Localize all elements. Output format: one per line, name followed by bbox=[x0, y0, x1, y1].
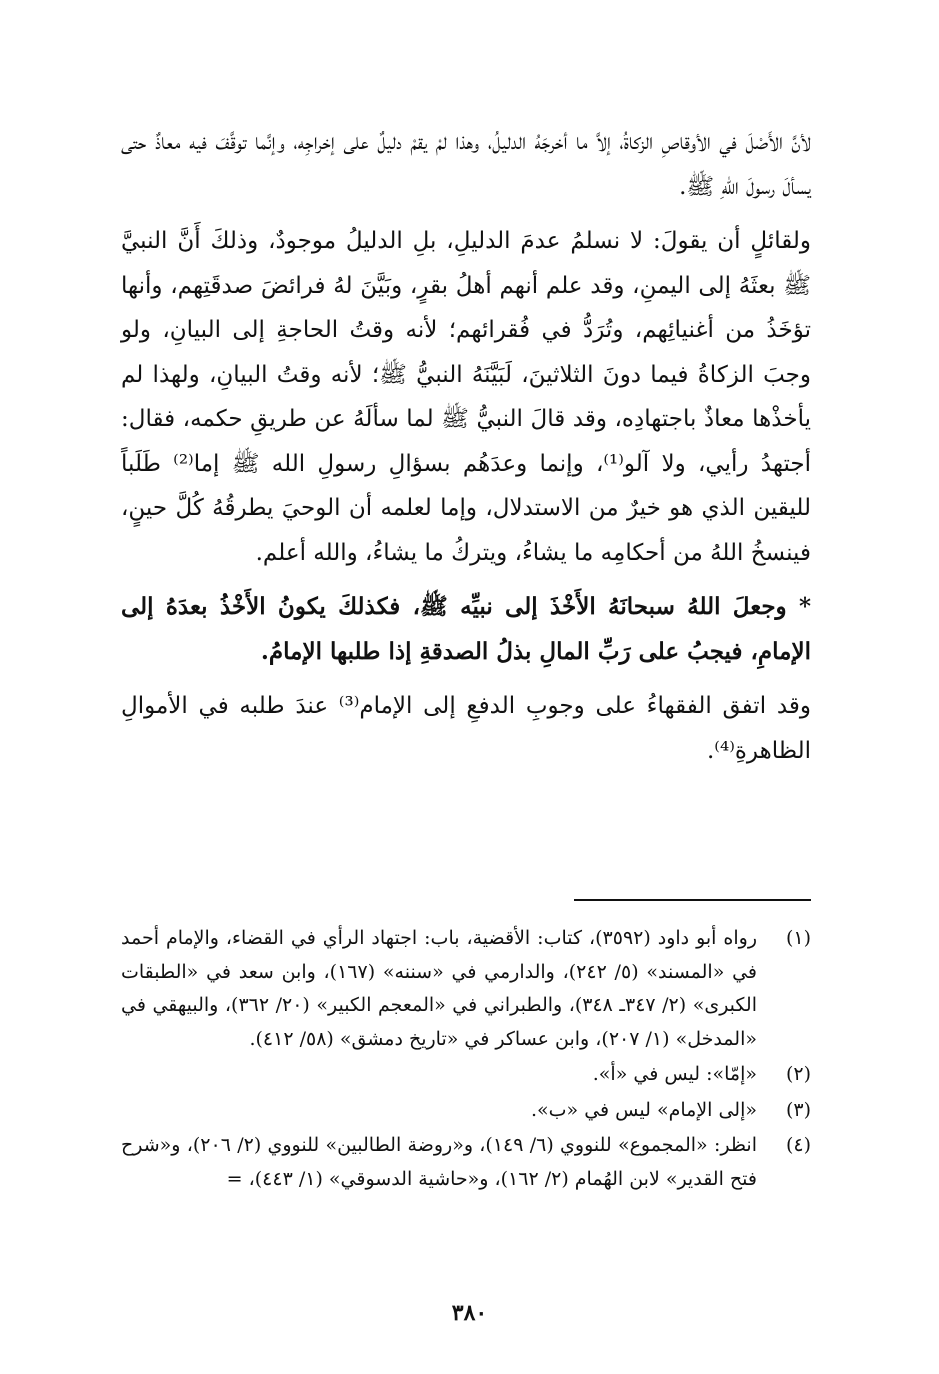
paragraph-2: ولقائلٍ أن يقولَ: لا نسلمُ عدمَ الدليلِ، بلِ الدليلُ موجودٌ، وذلكَ أَنَّ النبيَّ ﷺ بعثَهُ إلى اليمنِ، وقد علم أنهم أهلُ بقرٍ، وبَيَّنَ لهُ فرائضَ صدقَتِهم، وأنها تؤخَذُ من أغنيائِهم، وتُرَدُّ في فُقرائهم؛ لأنه وقتُ الحاجةِ إلى البيانِ، ولو وجبَ الزكاةُ فيما دونَ الثلاثينَ، لَبَيَّنَهُ النبيُّ ﷺ؛ لأنه وقتُ البيانِ، ولهذا لم يأخذْها معاذٌ باجتهادِه، وقد قالَ النبيُّ ﷺ لما سألَهُ عن طريقِ حكمه، فقال: أجتهدُ رأيي، ولا آلو⁽¹⁾، وإنما وعدَهُم بسؤالِ رسولِ الله ﷺ إما⁽²⁾ طَلَباً لليقين الذي هو خيرٌ من الاستدلال، وإما لعلمه أن الوحيَ يطرقُهُ كُلَّ حينٍ، فينسخُ اللهُ من أحكامِه ما يشاءُ، ويتركُ ما يشاءُ، والله أعلم. bbox=[121, 228, 811, 566]
footnote-separator bbox=[574, 899, 811, 901]
footnote-number: (٢) bbox=[785, 1063, 811, 1085]
footnote-number: (٣) bbox=[785, 1098, 811, 1121]
footnote-4 bbox=[121, 1129, 811, 1196]
footnote-text: «إلى الإمام» ليس في «ب». bbox=[531, 1098, 757, 1121]
main-text bbox=[121, 120, 811, 783]
paragraph-1: لأنَّ الأَصْلَ في الأوقاصِ الزكاةُ، إلاَّ ما أخرجَهُ الدليلُ، وهذا لمْ يقمْ دليلٌ على إخراجِه، وإنَّما توقَّفَ فيه معاذٌ حتى يسألَ رسولَ اللهِ ﷺ. bbox=[121, 129, 811, 200]
footnote-number: (٤) bbox=[785, 1134, 811, 1156]
footnote-text: «إمّا»: ليس في «أ». bbox=[592, 1063, 757, 1085]
footnote-number: (١) bbox=[785, 927, 811, 949]
page-number: ٣٨٠ bbox=[451, 1300, 488, 1326]
footnote-1 bbox=[121, 922, 811, 1056]
footnote-2 bbox=[121, 1058, 811, 1092]
footnote-text: رواه أبو داود (٣٥٩٢)، كتاب: الأقضية، باب: اجتهاد الرأي في القضاء، والإمام أحمد في «المسند» (٥/ ٢٤٢)، والدارمي في «سننه» (١٦٧)، وابن سعد في «الطبقات الكبرى» (٢/ ٣٤٧ـ ٣٤٨)، والطبراني في «المعجم الكبير» (٢٠/ ٣٦٢)، والبيهقي في «المدخل» (١/ ٢٠٧)، وابن عساكر في «تاريخ دمشق» (٥٨/ ٤١٢). bbox=[121, 927, 758, 1050]
footnotes bbox=[121, 922, 811, 1198]
footnote-text: انظر: «المجموع» للنووي (٦/ ١٤٩)، و«روضة الطالبين» للنووي (٢/ ٢٠٦)، و«شرح فتح القدير» لابن الهُمام (٢/ ١٦٢)، و«حاشية الدسوقي» (١/ ٤٤٣)، = bbox=[121, 1134, 757, 1190]
paragraph-3-bold: * وجعلَ اللهُ سبحانَهُ الأَخْذَ إلى نبيِّه ﷺ، فكذلكَ يكونُ الأَخْذُ بعدَهُ إلى الإمامِ، فيجبُ على رَبِّ المالِ بذلُ الصدقةِ إذا طلبها الإمامُ. bbox=[121, 593, 811, 665]
paragraph-4: وقد اتفق الفقهاءُ على وجوبِ الدفعِ إلى الإمام⁽³⁾ عندَ طلبه في الأموالِ الظاهرةِ⁽⁴⁾. bbox=[121, 693, 811, 764]
footnote-3 bbox=[121, 1094, 811, 1128]
